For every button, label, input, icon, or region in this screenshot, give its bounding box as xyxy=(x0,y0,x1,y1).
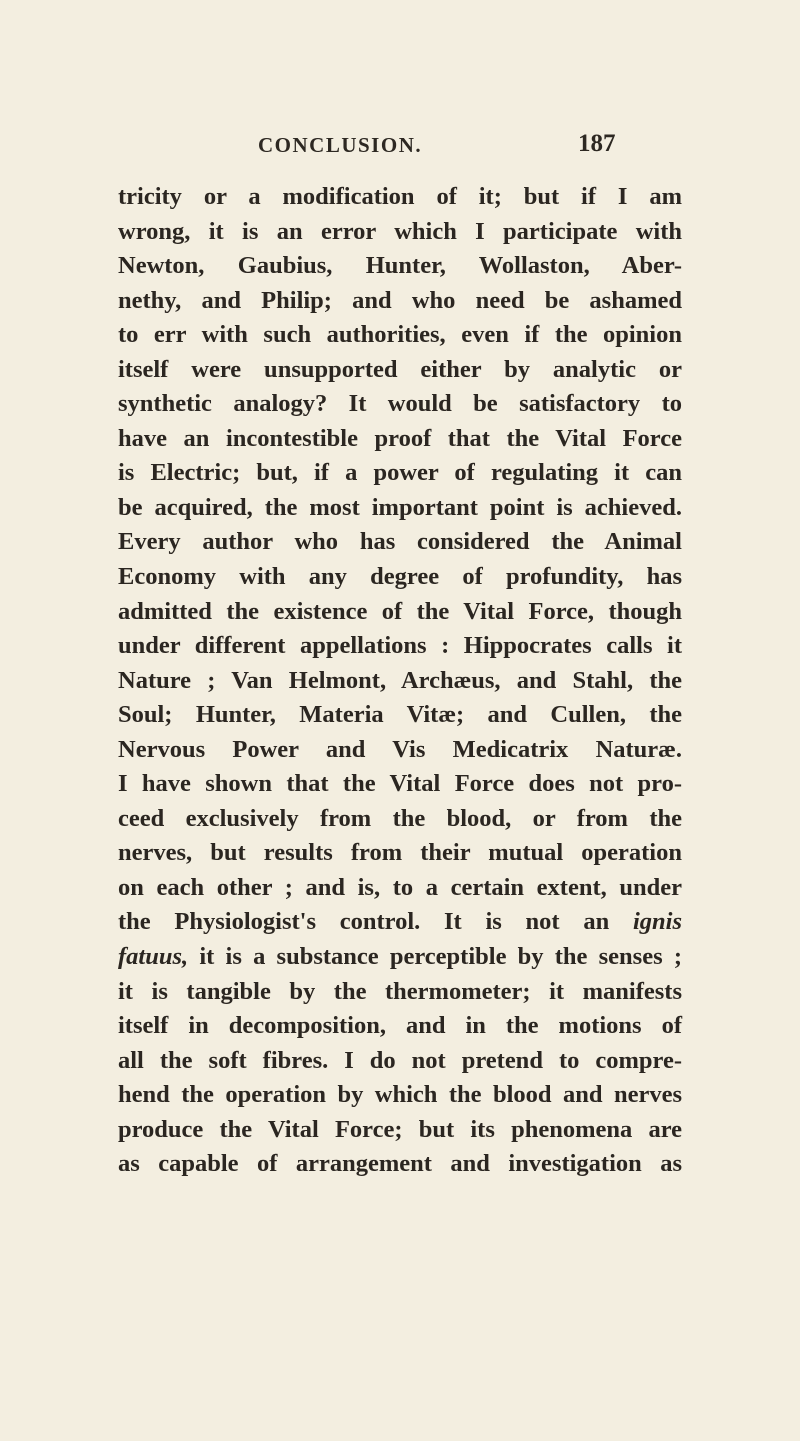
text-line: Newton, Gaubius, Hunter, Wollaston, Aber- xyxy=(118,252,682,280)
text-line: under different appellations : Hippocrates calls it xyxy=(118,632,682,660)
text-line xyxy=(118,940,682,975)
text-line: Soul; Hunter, Materia Vitæ; and Cullen, the xyxy=(118,701,682,729)
text-line: itself were unsupported either by analytic or xyxy=(118,355,682,383)
text-line: all the soft fibres. I do not pretend to compre- xyxy=(118,1046,682,1074)
text-line: hend the operation by which the blood and nerves xyxy=(118,1081,682,1109)
text-line: be acquired, the most important point is achieved. xyxy=(118,493,682,521)
text-segment: it is a substance perceptible by the senses ; xyxy=(199,943,682,971)
text-line: as capable of arrangement and investigation as xyxy=(118,1150,682,1178)
text-line: nethy, and Philip; and who need be ashamed xyxy=(118,286,682,314)
text-line: produce the Vital Force; but its phenomena are xyxy=(118,1115,682,1143)
text-line: on each other ; and is, to a certain extent, under xyxy=(118,873,682,901)
text-line: to err with such authorities, even if the opinion xyxy=(118,321,682,349)
text-line: wrong, it is an error which I participate with xyxy=(118,217,682,245)
text-line: Nervous Power and Vis Medicatrix Naturæ. xyxy=(118,735,682,763)
text-line xyxy=(118,905,682,940)
running-head xyxy=(0,130,800,163)
text-line: Nature ; Van Helmont, Archæus, and Stahl, the xyxy=(118,666,682,694)
text-line: tricity or a modification of it; but if I am xyxy=(118,183,682,210)
italic-phrase: ignis xyxy=(632,908,682,936)
text-line: is Electric; but, if a power of regulating it can xyxy=(118,459,682,487)
text-line: admitted the existence of the Vital Force, though xyxy=(118,597,682,625)
body-text xyxy=(118,180,682,1182)
text-line: synthetic analogy? It would be satisfactory to xyxy=(118,390,682,418)
text-segment: the Physiologist's control. It is not an xyxy=(118,908,610,936)
text-line: nerves, but results from their mutual operation xyxy=(118,839,682,867)
italic-phrase: fatuus, xyxy=(118,943,189,971)
page-number: 187 xyxy=(578,130,616,157)
text-line: Economy with any degree of profundity, has xyxy=(118,563,682,591)
text-line: it is tangible by the thermometer; it manifests xyxy=(118,977,682,1005)
text-line: have an incontestible proof that the Vital Force xyxy=(118,424,682,452)
text-line: itself in decomposition, and in the motions of xyxy=(118,1012,682,1040)
running-title: CONCLUSION. xyxy=(258,133,423,157)
text-line: I have shown that the Vital Force does not pro- xyxy=(118,770,682,798)
text-line: Every author who has considered the Animal xyxy=(118,528,682,556)
text-line: ceed exclusively from the blood, or from the xyxy=(118,804,682,832)
